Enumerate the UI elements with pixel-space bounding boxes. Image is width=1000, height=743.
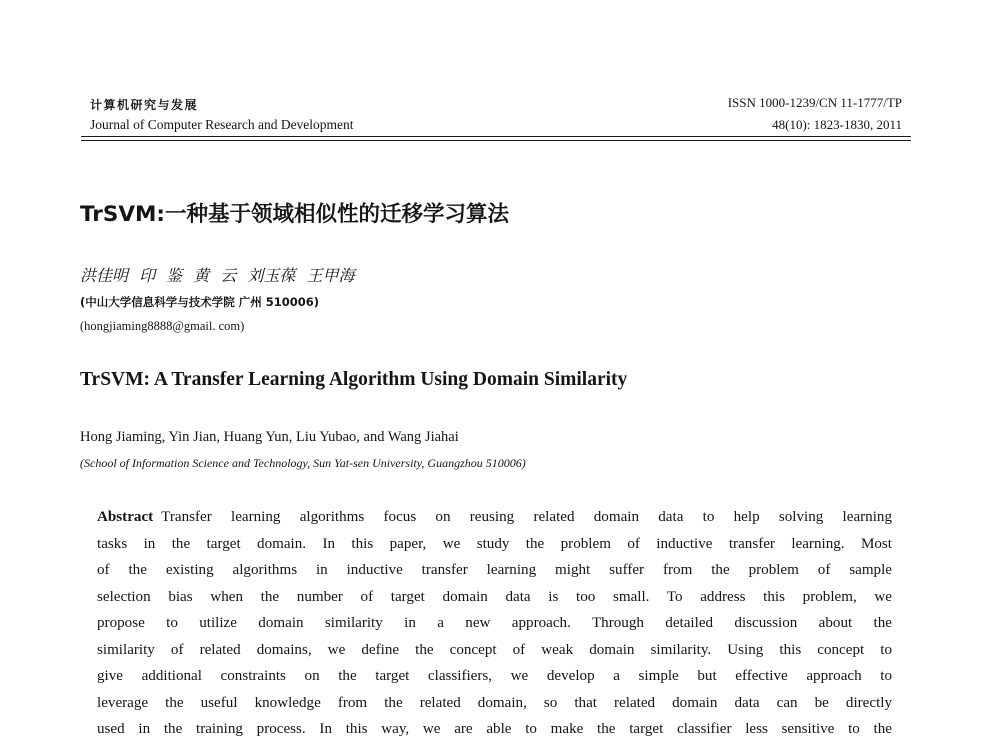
- header-rule-bottom: [81, 140, 911, 141]
- issn: ISSN 1000-1239/CN 11-1777/TP: [727, 95, 902, 110]
- abstract-line: leverage the useful knowledge from the related domain, so that related domain data can be directly: [97, 694, 892, 711]
- abstract-line: similarity of related domains, we define the concept of weak domain similarity. Using this concept to: [97, 641, 892, 658]
- paper-title-en: TrSVM: A Transfer Learning Algorithm Using Domain Similarity: [80, 369, 628, 390]
- journal-name-cn: 计算机研究与发展: [90, 98, 199, 112]
- affiliation-en: (School of Information Science and Technology, Sun Yat-sen University, Guangzhou 510006): [80, 456, 526, 470]
- abstract-line: tasks in the target domain. In this paper, we study the problem of inductive transfer learning. Most: [97, 535, 892, 552]
- abstract-line: Abstract Transfer learning algorithms focus on reusing related domain data to help solving learning: [97, 509, 892, 525]
- paper-title-cn: TrSVM:一种基于领域相似性的迁移学习算法: [80, 202, 510, 227]
- journal-name-en: Journal of Computer Research and Development: [90, 117, 354, 132]
- abstract-line: selection bias when the number of target domain data is too small. To address this problem, we: [97, 588, 892, 605]
- abstract-line: of the existing algorithms in inductive transfer learning might suffer from the problem of sample: [97, 562, 892, 578]
- volume-pages: 48(10): 1823-1830, 2011: [772, 117, 902, 132]
- authors-en: Hong Jiaming, Yin Jian, Huang Yun, Liu Yubao, and Wang Jiahai: [80, 429, 459, 445]
- abstract-line: used in the training process. In this way, we are able to make the target classifier less sensitive to the: [97, 721, 892, 737]
- abstract-line: give additional constraints on the target classifiers, we develop a simple but effective approach to: [97, 668, 892, 684]
- author-email: (hongjiaming8888@gmail. com): [80, 319, 245, 333]
- header-rule-top: [81, 136, 911, 137]
- abstract: [97, 504, 892, 743]
- abstract-line: propose to utilize domain similarity in a new approach. Through detailed discussion about the: [97, 615, 892, 631]
- abstract-label: Abstract: [97, 509, 154, 525]
- authors-cn: 洪佳明 印 鉴 黄 云 刘玉葆 王甲海: [80, 266, 355, 285]
- affiliation-cn: (中山大学信息科学与技术学院 广州 510006): [80, 295, 320, 309]
